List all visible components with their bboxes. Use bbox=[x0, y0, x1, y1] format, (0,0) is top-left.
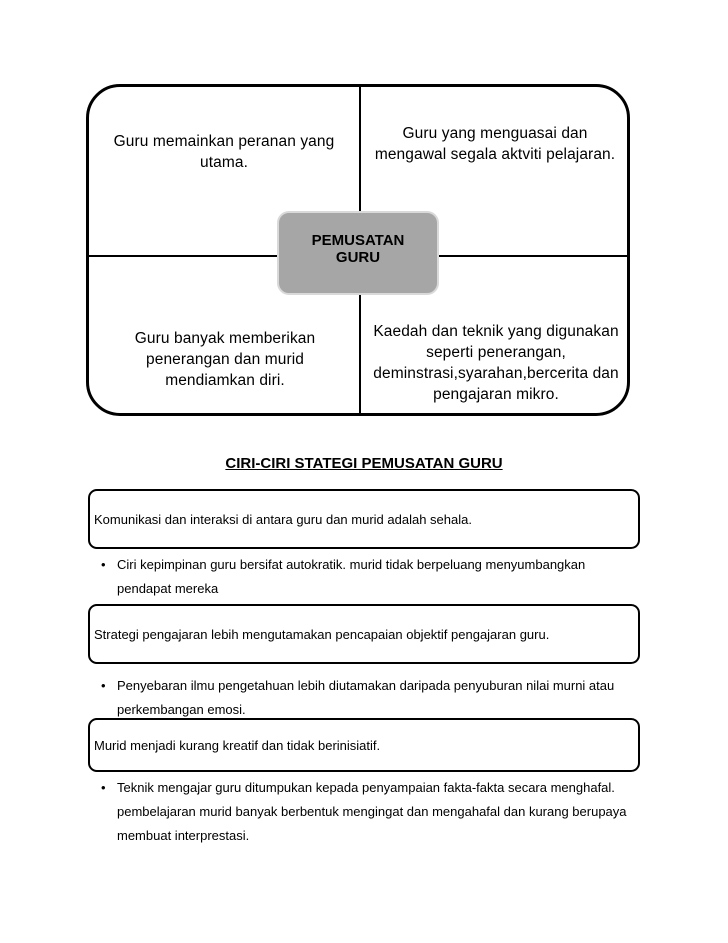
quadrant-bottom-right-text: Kaedah dan teknik yang digunakan seperti penerangan, deminstrasi,syarahan,bercerita dan pengajaran mikro. bbox=[373, 323, 619, 403]
bullet-point-3 bbox=[101, 776, 641, 848]
characteristic-box-3-text: Murid menjadi kurang kreatif dan tidak berinisiatif. bbox=[94, 737, 381, 753]
bullet-dot-icon: • bbox=[101, 780, 106, 795]
characteristic-box-2-text: Strategi pengajaran lebih mengutamakan pencapaian objektif pengajaran guru. bbox=[94, 626, 550, 642]
quadrant-top-right-text: Guru yang menguasai dan mengawal segala aktviti pelajaran. bbox=[374, 125, 616, 163]
characteristic-box-3 bbox=[88, 718, 640, 772]
bullet-point-1 bbox=[101, 553, 641, 601]
quadrant-diagram bbox=[86, 84, 630, 416]
center-node bbox=[277, 211, 439, 295]
center-node-label: PEMUSATAN GURU bbox=[311, 232, 405, 266]
bullet-dot-icon: • bbox=[101, 678, 106, 693]
bullet-point-2 bbox=[101, 674, 641, 722]
characteristic-box-2 bbox=[88, 604, 640, 664]
section-title: CIRI-CIRI STATEGI PEMUSATAN GURU bbox=[225, 455, 503, 472]
quadrant-top-left-text: Guru memainkan peranan yang utama. bbox=[113, 133, 335, 171]
characteristic-box-1-text: Komunikasi dan interaksi di antara guru dan murid adalah sehala. bbox=[94, 511, 472, 527]
bullet-dot-icon: • bbox=[101, 557, 106, 572]
bullet-point-3-text: Teknik mengajar guru ditumpukan kepada penyampaian fakta-fakta secara menghafal. pembelajaran murid banyak berbentuk mengingat dan mengahafal dan kurang berupaya membuat interprestasi. bbox=[117, 780, 627, 843]
bullet-point-1-text: Ciri kepimpinan guru bersifat autokratik. murid tidak berpeluang menyumbangkan pendapat mereka bbox=[117, 557, 586, 596]
bullet-point-2-text: Penyebaran ilmu pengetahuan lebih diutamakan daripada penyuburan nilai murni atau perkembangan emosi. bbox=[117, 678, 615, 717]
characteristic-box-1 bbox=[88, 489, 640, 549]
quadrant-bottom-left-text: Guru banyak memberikan penerangan dan murid mendiamkan diri. bbox=[134, 330, 316, 389]
